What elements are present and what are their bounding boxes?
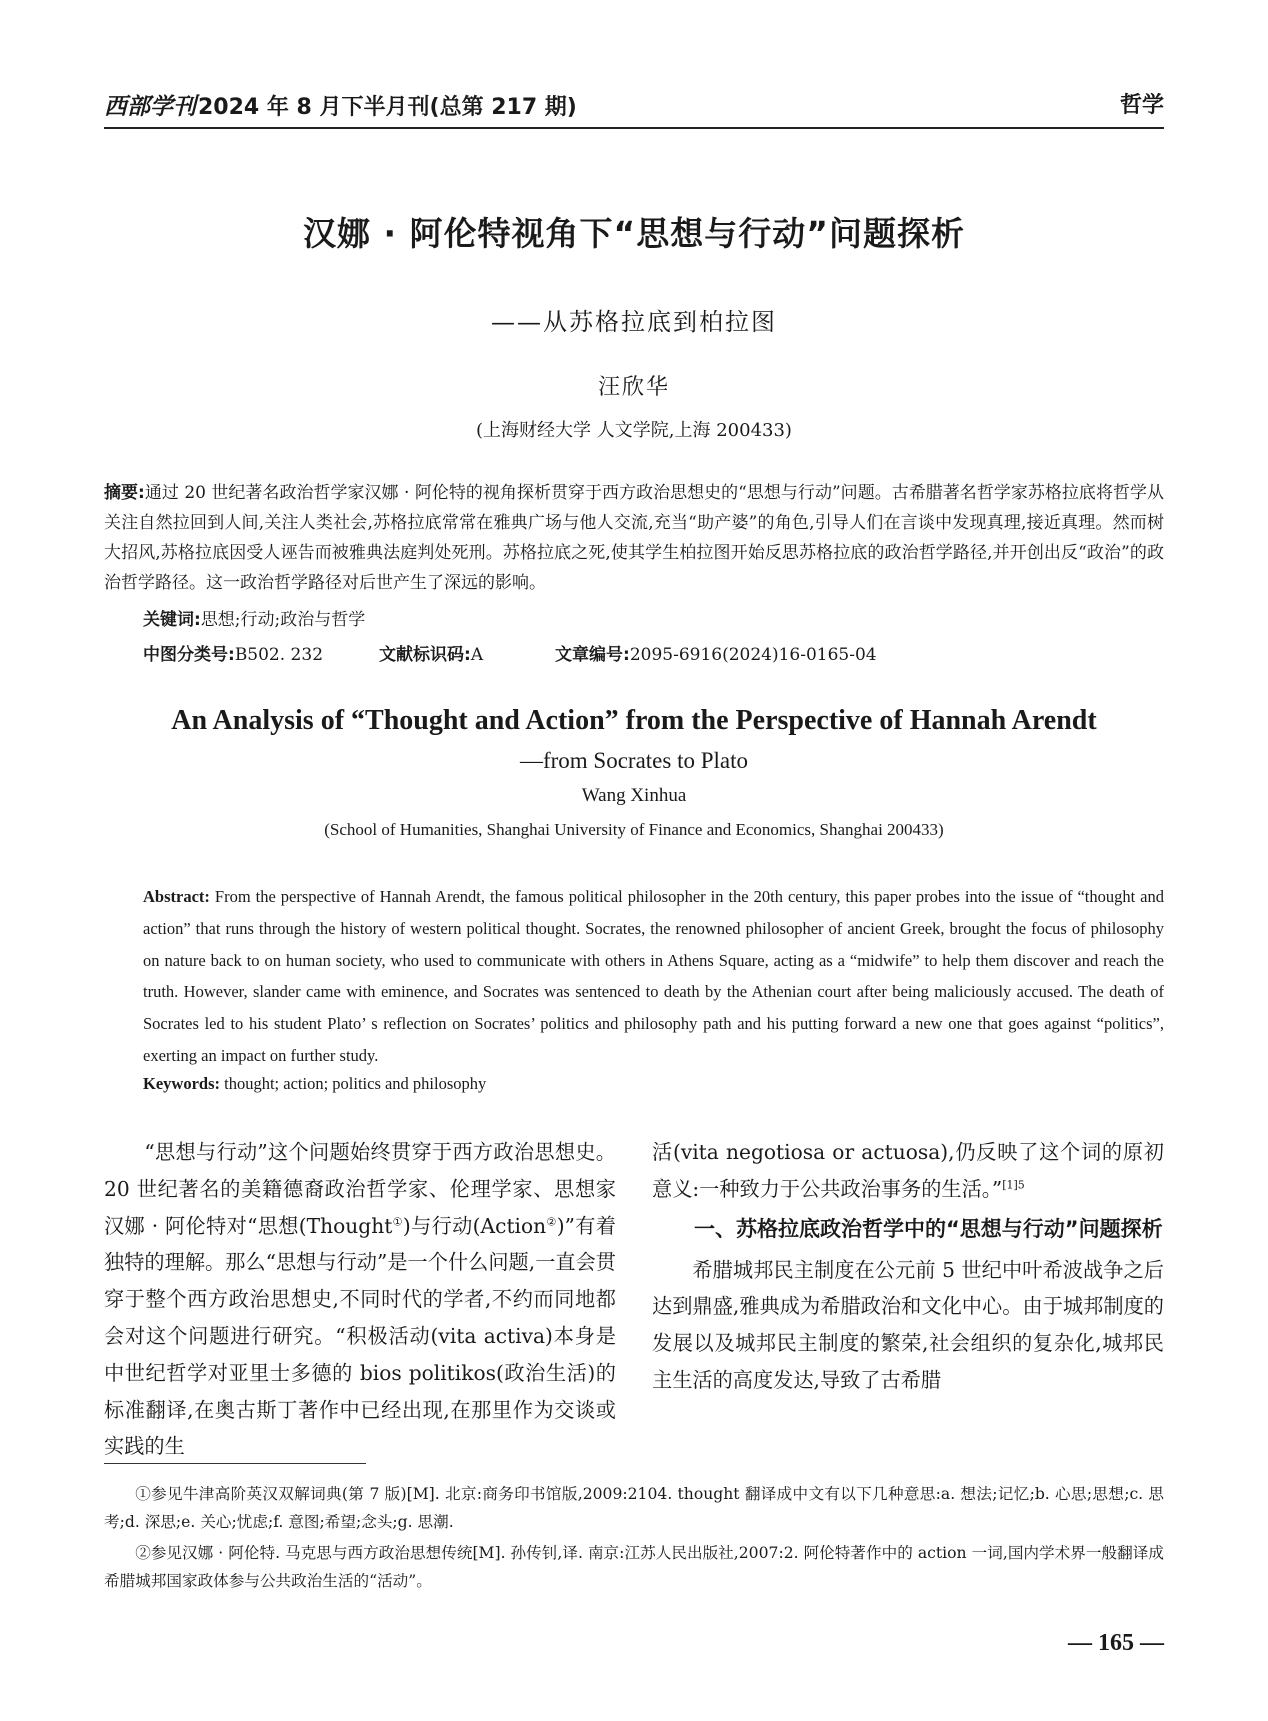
section-label: 哲学 [1119, 93, 1164, 118]
body-paragraph [652, 1134, 1164, 1208]
clc-number [143, 640, 323, 665]
body-column-left [104, 1134, 616, 1465]
subtitle-en: —from Socrates to Plato [519, 748, 749, 773]
art-value: 2095-6916(2024)16-0165-04 [629, 645, 877, 665]
keywords-en-text: thought; action; politics and philosophy [224, 1074, 487, 1093]
affiliation-zh: (上海财经大学 人文学院,上海 200433) [476, 420, 792, 441]
footnote-marker-2: ② [546, 1214, 557, 1228]
keywords-zh-text: 思想;行动;政治与哲学 [200, 610, 366, 630]
title-zh: 汉娜 · 阿伦特视角下“思想与行动”问题探析 [303, 214, 965, 253]
author-zh: 汪欣华 [597, 375, 670, 400]
body-paragraph [104, 1134, 616, 1465]
affiliation-en: (School of Humanities, Shanghai University of Finance and Economics, Shanghai 200433) [324, 820, 944, 839]
keywords-en [143, 1074, 486, 1094]
footnote-rule [104, 1463, 366, 1464]
clc-value: B502. 232 [234, 645, 324, 665]
footnote-marker-1: ① [392, 1214, 403, 1228]
body-text: )”有着独特的理解。那么“思想与行动”是一个什么问题,一直会贯穿于整个西方政治思想史,不同时代的学者,不约而同地都会对这个问题进行研究。“积极活动(vita activa)本身是中世纪哲学对亚里士多德的 bios politikos(政治生活)的标准翻译,在奥古斯丁著作中已经出现,在那里作为交谈或实践的生 [104, 1213, 616, 1459]
body-text: )与行动(Action [402, 1213, 547, 1238]
doc-label: 文献标识码: [379, 645, 471, 665]
keywords-en-label: Keywords: [143, 1074, 220, 1093]
page-number: — 165 — [1068, 1630, 1164, 1656]
subtitle-zh: ——从苏格拉底到柏拉图 [491, 308, 777, 336]
art-label: 文章编号: [555, 645, 630, 665]
title-en: An Analysis of “Thought and Action” from the Perspective of Hannah Arendt [171, 705, 1097, 736]
document-code [379, 640, 483, 665]
journal-issue-line [104, 88, 577, 121]
doc-value: A [470, 645, 484, 665]
body-paragraph: 希腊城邦民主制度在公元前 5 世纪中叶希波战争之后达到鼎盛,雅典成为希腊政治和文化中心。由于城邦制度的发展以及城邦民主制度的繁荣,社会组织的复杂化,城邦民主生活的高度发达,导致了古希腊 [652, 1257, 1164, 1392]
citation-marker: [1]5 [1002, 1178, 1025, 1192]
article-number [555, 640, 877, 665]
abstract-en [143, 881, 1164, 1072]
body-text: “思想与行动”这个问题始终贯穿于西方政治思想史。20 世纪著名的美籍德裔政治哲学家、伦理学家、思想家汉娜 · 阿伦特对“思想(Thought [104, 1140, 616, 1238]
abstract-zh [104, 478, 1164, 598]
journal-logo: 西部学刊 [104, 93, 196, 120]
footnotes [104, 1481, 1164, 1599]
footnote-2: ②参见汉娜 · 阿伦特. 马克思与西方政治思想传统[M]. 孙传钊,译. 南京:江苏人民出版社,2007:2. 阿伦特著作中的 action 一词,国内学术界一般翻译成希腊城邦国家政体参与公共政治生活的“活动”。 [104, 1544, 1164, 1590]
abstract-zh-label: 摘要: [104, 483, 145, 503]
clc-label: 中图分类号: [143, 645, 235, 665]
section-heading: 一、苏格拉底政治哲学中的“思想与行动”问题探析 [694, 1216, 1163, 1241]
body-column-right [652, 1134, 1164, 1399]
footnote-1: ①参见牛津高阶英汉双解词典(第 7 版)[M]. 北京:商务印书馆版,2009:2104. thought 翻译成中文有以下几种意思:a. 想法;记忆;b. 心思;思想;c. 思考;d. 深思;e. 关心;忧虑;f. 意图;希望;念头;g. 思潮. [104, 1485, 1164, 1531]
abstract-zh-text: 通过 20 世纪著名政治哲学家汉娜 · 阿伦特的视角探析贯穿于西方政治思想史的“思想与行动”问题。古希腊著名哲学家苏格拉底将哲学从关注自然拉回到人间,关注人类社会,苏格拉底常常在雅典广场与他人交流,充当“助产婆”的角色,引导人们在言谈中发现真理,接近真理。然而树大招风,苏格拉底因受人诬告而被雅典法庭判处死刑。苏格拉底之死,使其学生柏拉图开始反思苏格拉底的政治哲学路径,并开创出反“政治”的政治哲学路径。这一政治哲学路径对后世产生了深远的影响。 [104, 483, 1164, 593]
abstract-en-text: From the perspective of Hannah Arendt, the famous political philosopher in the 20th century, this paper probes into the issue of “thought and action” that runs through the history of western political thought. Socrates, the renowned philosopher of ancient Greek, brought the focus of philosophy on nature back to on human society, who used to communicate with others in Athens Square, acting as a “midwife” to help them discover and reach the truth. However, slander came with eminence, and Socrates was sentenced to death by the Athenian court after being maliciously accused. The death of Socrates led to his student Plato’ s reflection on Socrates’ politics and philosophy path and his putting forward a new one that goes against “politics”, exerting an impact on further study. [143, 887, 1164, 1065]
keywords-zh [143, 605, 365, 630]
abstract-en-label: Abstract: [143, 887, 210, 906]
running-header [104, 88, 1164, 128]
body-text: 活(vita negotiosa or actuosa),仍反映了这个词的原初意义:一种致力于公共政治事务的生活。” [652, 1140, 1164, 1201]
author-en: Wang Xinhua [581, 785, 687, 806]
keywords-zh-label: 关键词: [143, 610, 201, 630]
header-rule [104, 127, 1164, 129]
issue-info: 2024 年 8 月下半月刊(总第 217 期) [198, 95, 577, 120]
